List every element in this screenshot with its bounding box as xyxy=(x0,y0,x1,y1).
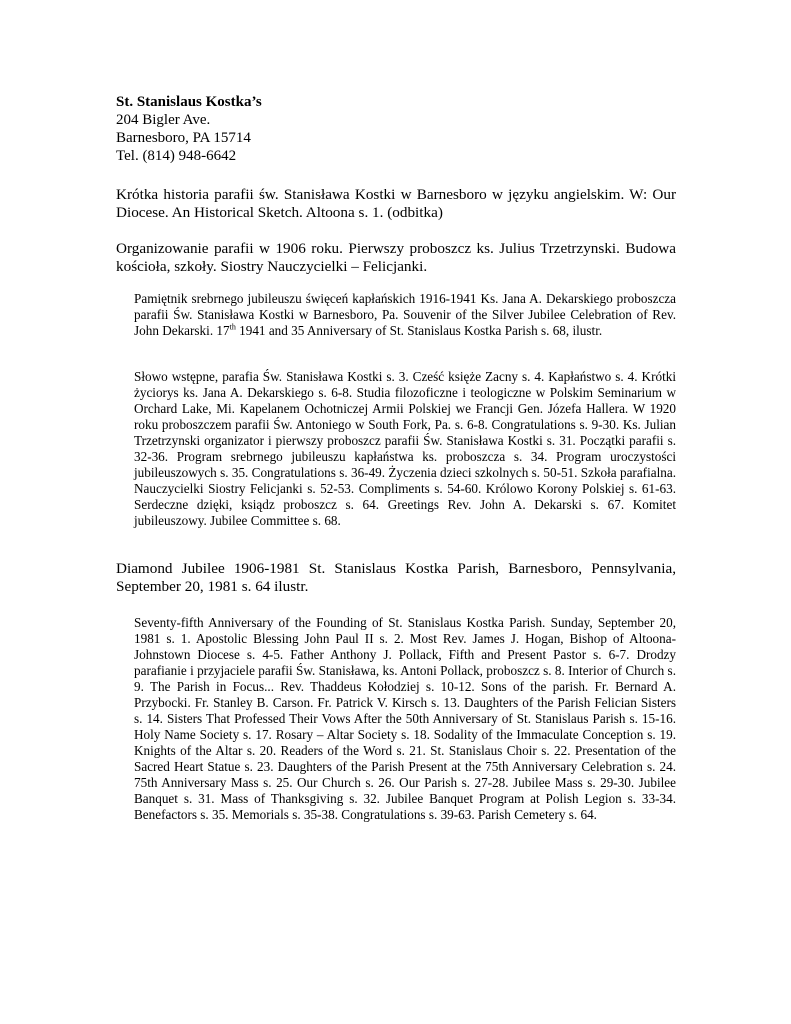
address-block xyxy=(116,93,676,165)
ordinal-suffix: th xyxy=(229,322,236,332)
street-address: 204 Bigler Ave. xyxy=(116,112,211,128)
silver-jubilee-text-start: Pamiętnik srebrnego jubileuszu święceń kapłańskich 1916-1941 Ks. Jana A. Dekarskiego proboszcza parafii Św. Stanisława Kostki w Barnesboro, Pa. Souvenir of the Silver Jubilee Celebration of Rev. John Dekarski. 17 xyxy=(134,290,676,338)
city-address: Barnesboro, PA 15714 xyxy=(116,130,251,146)
organization-paragraph: Organizowanie parafii w 1906 roku. Pierwszy proboszcz ks. Julius Trzetrzynski. Budowa kościoła, szkoły. Siostry Nauczycielki – Felicjanki. xyxy=(116,239,676,276)
silver-jubilee-entry xyxy=(134,291,676,339)
parish-name: St. Stanislaus Kostka’s xyxy=(116,94,262,110)
silver-jubilee-contents: Słowo wstępne, parafia Św. Stanisława Kostki s. 3. Cześć księże Zacny s. 4. Kapłaństwo s. 4. Krótki życiorys ks. Jana A. Dekarskiego s. 6-8. Studia filozoficzne i teologiczne w Polskim Seminarium w Orchard Lake, Mi. Kapelanem Ochotniczej Armii Polskiej we Francji Gen. Józefa Hallera. W 1920 roku proboszczem parafii Św. Antoniego w South Fork, Pa. s. 6-8. Congratulations s. 9-30. Ks. Julian Trzetrzynski organizator i pierwszy proboszcz parafii Św. Stanisława Kostki s. 31. Początki parafii s. 32-36. Program srebrnego jubileuszu kapłaństwa ks. proboszcza s. 34. Program uroczystości jubileuszowych s. 35. Congratulations s. 36-49. Życzenia dzieci szkolnych s. 50-51. Szkoła parafialna. Nauczycielki Siostry Felicjanki s. 52-53. Compliments s. 54-60. Królowo Korony Polskiej s. 61-63. Serdeczne dzięki, ksiądz proboszcz s. 64. Greetings Rev. John A. Dekarski s. 67. Komitet jubileuszowy. Jubilee Committee s. 68. xyxy=(134,368,676,528)
history-paragraph: Krótka historia parafii św. Stanisława Kostki w Barnesboro w języku angielskim. W: Our Diocese. An Historical Sketch. Altoona s. 1. (odbitka) xyxy=(116,186,676,222)
telephone: Tel. (814) 948-6642 xyxy=(116,148,237,164)
silver-jubilee-text-end: 1941 and 35 Anniversary of St. Stanislaus Kostka Parish s. 68, ilustr. xyxy=(235,322,603,338)
document-page xyxy=(116,93,676,823)
diamond-jubilee-entry: Diamond Jubilee 1906-1981 St. Stanislaus Kostka Parish, Barnesboro, Pennsylvania, September 20, 1981 s. 64 ilustr. xyxy=(116,559,676,596)
diamond-jubilee-contents: Seventy-fifth Anniversary of the Founding of St. Stanislaus Kostka Parish. Sunday, September 20, 1981 s. 1. Apostolic Blessing John Paul II s. 2. Most Rev. James J. Hogan, Bishop of Altoona-Johnstown Diocese s. 4-5. Father Anthony J. Pollack, Fifth and Present Pastor s. 6-7. Drodzy parafianie i przyjaciele parafii Św. Stanisława, ks. Antoni Pollack, proboszcz s. 8. Interior of Church s. 9. The Parish in Focus... Rev. Thaddeus Kołodziej s. 10-12. Sons of the parish. Fr. Bernard A. Przybocki. Fr. Stanley B. Carson. Fr. Patrick V. Kirsch s. 13. Daughters of the Parish Felician Sisters s. 14. Sisters That Professed Their Vows After the 50th Anniversary of St. Stanislaus Parish s. 15-16. Holy Name Society s. 17. Rosary – Altar Society s. 18. Sodality of the Immaculate Conception s. 19. Knights of the Altar s. 20. Readers of the Word s. 21. St. Stanislaus Choir s. 22. Presentation of the Sacred Heart Statue s. 23. Daughters of the Parish Present at the 75th Anniversary Celebration s. 24. 75th Anniversary Mass s. 25. Our Church s. 26. Our Parish s. 27-28. Jubilee Mass s. 29-30. Jubilee Banquet s. 31. Mass of Thanksgiving s. 32. Jubilee Banquet Program at Polish Legion s. 33-34. Benefactors s. 35. Memorials s. 35-38. Congratulations s. 39-63. Parish Cemetery s. 64. xyxy=(134,615,676,823)
